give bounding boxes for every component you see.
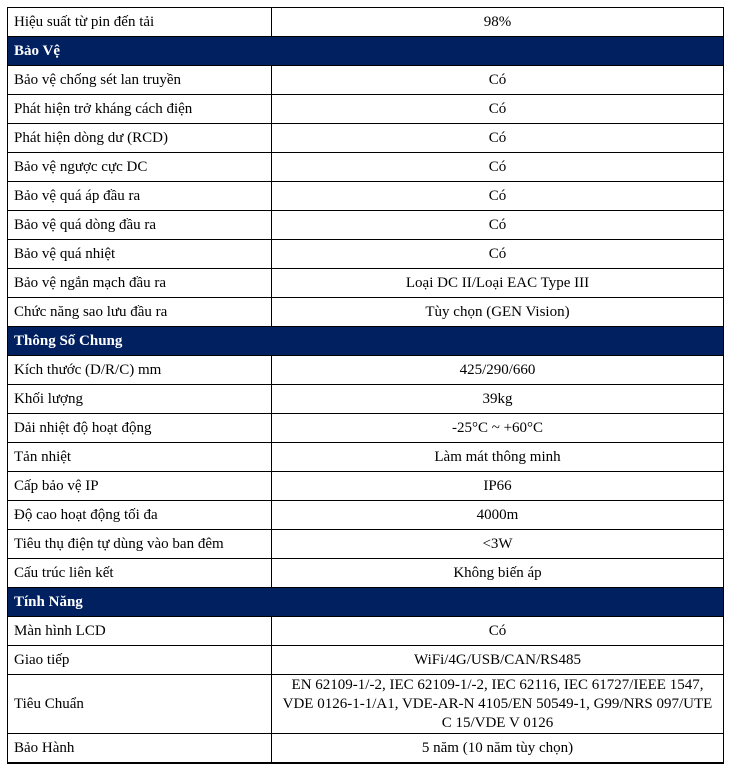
spec-label-cell: Hiệu suất từ pin đến tải [8, 8, 272, 37]
table-row [8, 211, 724, 240]
spec-value-cell: -25°C ~ +60°C [272, 414, 724, 443]
spec-table [7, 7, 724, 764]
spec-label-cell: Phát hiện trở kháng cách điện [8, 95, 272, 124]
spec-label-cell: Giao tiếp [8, 646, 272, 675]
spec-value-cell: 425/290/660 [272, 356, 724, 385]
table-row [8, 240, 724, 269]
spec-label-cell: Màn hình LCD [8, 617, 272, 646]
table-row [8, 675, 724, 734]
spec-label-cell: Tản nhiệt [8, 443, 272, 472]
spec-label-cell: Bảo vệ chống sét lan truyền [8, 66, 272, 95]
spec-label-cell: Chức năng sao lưu đầu ra [8, 298, 272, 327]
table-row [8, 530, 724, 559]
section-header-row [8, 327, 724, 356]
table-row [8, 385, 724, 414]
spec-label-cell: Kích thước (D/R/C) mm [8, 356, 272, 385]
spec-label-cell: Phát hiện dòng dư (RCD) [8, 124, 272, 153]
section-header-row [8, 37, 724, 66]
spec-value-cell: <3W [272, 530, 724, 559]
table-row [8, 356, 724, 385]
table-row [8, 95, 724, 124]
spec-value-cell: Có [272, 182, 724, 211]
spec-label-cell: Bảo vệ quá dòng đầu ra [8, 211, 272, 240]
spec-value-cell: WiFi/4G/USB/CAN/RS485 [272, 646, 724, 675]
table-row [8, 66, 724, 95]
table-row [8, 414, 724, 443]
table-row [8, 501, 724, 530]
spec-value-cell: IP66 [272, 472, 724, 501]
spec-label-cell: Bảo vệ ngắn mạch đầu ra [8, 269, 272, 298]
section-header-label: Tính Năng [8, 588, 724, 617]
spec-label-cell: Bảo Hành [8, 734, 272, 764]
spec-label-cell: Khối lượng [8, 385, 272, 414]
spec-label-cell: Cấu trúc liên kết [8, 559, 272, 588]
table-row [8, 472, 724, 501]
spec-label-cell: Bảo vệ ngược cực DC [8, 153, 272, 182]
table-row [8, 124, 724, 153]
table-row [8, 269, 724, 298]
section-header-label: Bảo Vệ [8, 37, 724, 66]
table-row [8, 182, 724, 211]
table-row [8, 646, 724, 675]
spec-value-cell: Loại DC II/Loại EAC Type III [272, 269, 724, 298]
spec-value-cell: Không biến áp [272, 559, 724, 588]
spec-label-cell: Bảo vệ quá áp đầu ra [8, 182, 272, 211]
table-row [8, 617, 724, 646]
spec-value-cell: Có [272, 124, 724, 153]
table-row [8, 298, 724, 327]
spec-value-cell: Có [272, 153, 724, 182]
section-header-label: Thông Số Chung [8, 327, 724, 356]
spec-value-cell: EN 62109-1/-2, IEC 62109-1/-2, IEC 62116, IEC 61727/IEEE 1547, VDE 0126-1-1/A1, VDE-AR-N 4105/EN 50549-1, G99/NRS 097/UTE C 15/VDE V 0126 [272, 675, 724, 734]
spec-value-cell: Có [272, 211, 724, 240]
spec-table-body [8, 8, 724, 764]
spec-label-cell: Dải nhiệt độ hoạt động [8, 414, 272, 443]
spec-value-cell: Tùy chọn (GEN Vision) [272, 298, 724, 327]
spec-value-cell: Có [272, 240, 724, 269]
spec-value-cell: 5 năm (10 năm tùy chọn) [272, 734, 724, 764]
spec-label-cell: Cấp bảo vệ IP [8, 472, 272, 501]
spec-table-container [7, 7, 723, 764]
spec-label-cell: Tiêu Chuẩn [8, 675, 272, 734]
table-row [8, 559, 724, 588]
spec-value-cell: 98% [272, 8, 724, 37]
table-row [8, 734, 724, 764]
spec-value-cell: 4000m [272, 501, 724, 530]
section-header-row [8, 588, 724, 617]
table-row [8, 443, 724, 472]
spec-value-cell: Có [272, 66, 724, 95]
spec-value-cell: 39kg [272, 385, 724, 414]
table-row [8, 153, 724, 182]
spec-value-cell: Làm mát thông minh [272, 443, 724, 472]
spec-label-cell: Tiêu thụ điện tự dùng vào ban đêm [8, 530, 272, 559]
spec-value-cell: Có [272, 95, 724, 124]
table-row [8, 8, 724, 37]
spec-value-cell: Có [272, 617, 724, 646]
spec-label-cell: Bảo vệ quá nhiệt [8, 240, 272, 269]
spec-label-cell: Độ cao hoạt động tối đa [8, 501, 272, 530]
